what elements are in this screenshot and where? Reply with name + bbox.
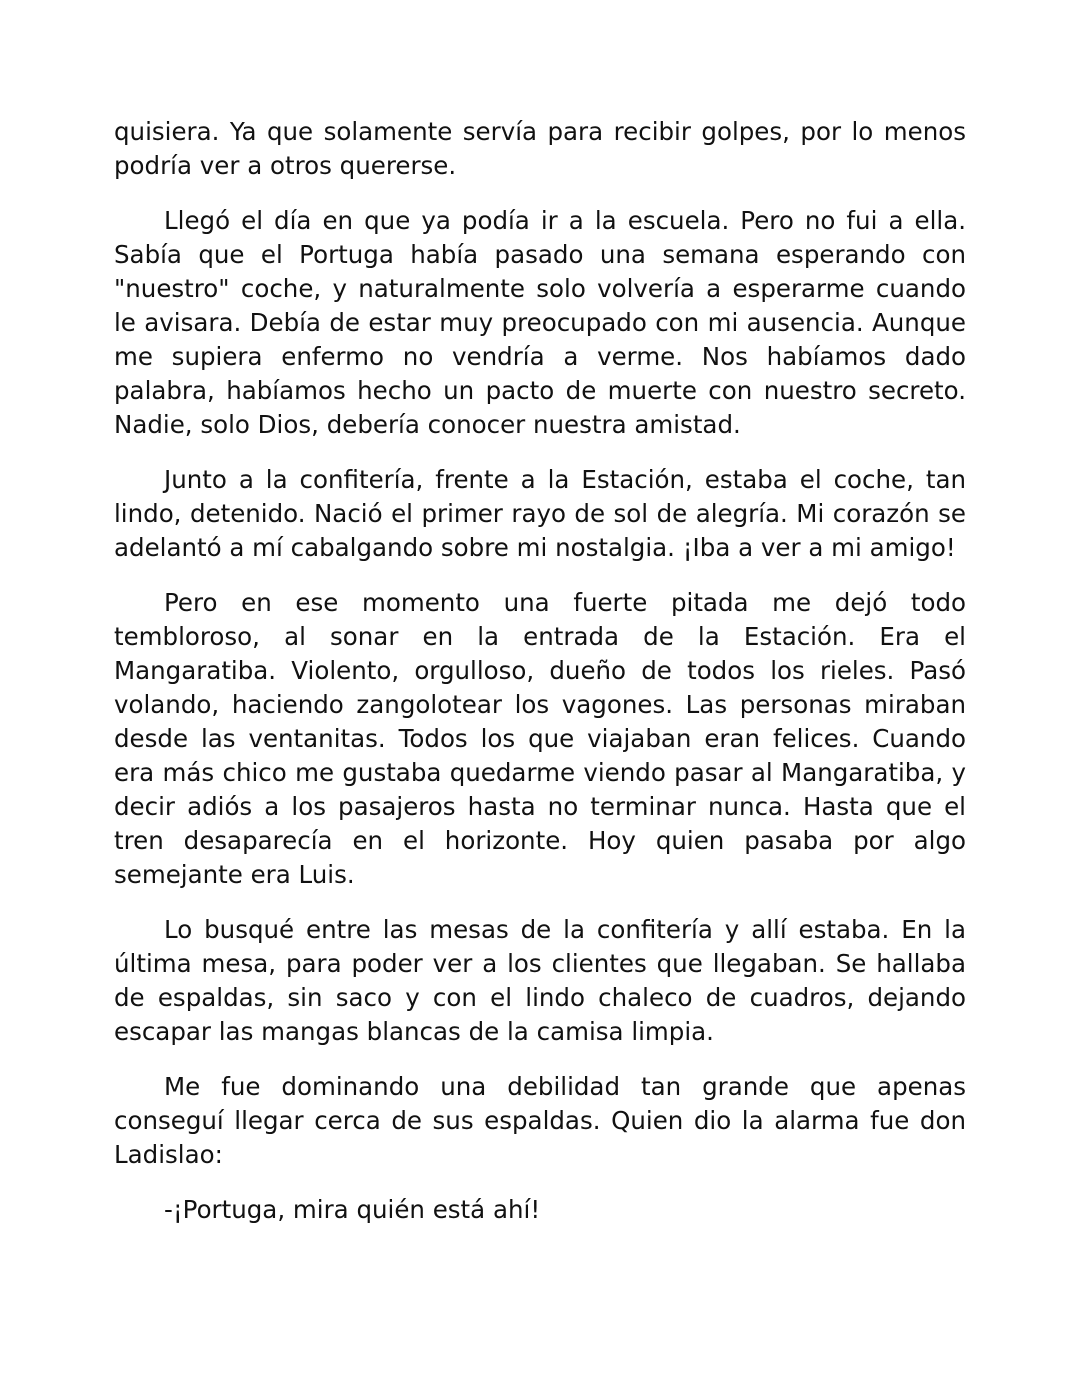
paragraph-2: Llegó el día en que ya podía ir a la escuela. Pero no fui a ella. Sabía que el Portuga había pasado una semana esperando con "nuestro" coche, y naturalmente solo volvería a esperarme cuando le avisara. Debía de estar muy preocupado con mi ausencia. Aunque me supiera enfermo no vendría a verme. Nos habíamos dado palabra, habíamos hecho un pacto de muerte con nuestro secreto. Nadie, solo Dios, debería conocer nuestra amistad. [114, 206, 966, 439]
document-page [114, 115, 966, 1248]
dialogue-line: -¡Portuga, mira quién está ahí! [164, 1195, 541, 1224]
paragraph-5: Lo busqué entre las mesas de la confitería y allí estaba. En la última mesa, para poder ver a los clientes que llegaban. Se hallaba de espaldas, sin saco y con el lindo chaleco de cuadros, dejando escapar las mangas blancas de la camisa limpia. [114, 915, 966, 1046]
paragraph-3: Junto a la confitería, frente a la Estación, estaba el coche, tan lindo, detenido. Nació el primer rayo de sol de alegría. Mi corazón se adelantó a mí cabalgando sobre mi nostalgia. ¡Iba a ver a mi amigo! [114, 465, 966, 562]
paragraph-4: Pero en ese momento una fuerte pitada me dejó todo tembloroso, al sonar en la entrada de la Estación. Era el Mangaratiba. Violento, orgulloso, dueño de todos los rieles. Pasó volando, haciendo zangolotear los vagones. Las personas miraban desde las ventanitas. Todos los que viajaban eran felices. Cuando era más chico me gustaba quedarme viendo pasar al Mangaratiba, y decir adiós a los pasajeros hasta no terminar nunca. Hasta que el tren desaparecía en el horizonte. Hoy quien pasaba por algo semejante era Luis. [114, 588, 966, 889]
paragraph-6: Me fue dominando una debilidad tan grande que apenas conseguí llegar cerca de sus espaldas. Quien dio la alarma fue don Ladislao: [114, 1072, 966, 1169]
paragraph-1: quisiera. Ya que solamente servía para recibir golpes, por lo menos podría ver a otros quererse. [114, 117, 966, 180]
